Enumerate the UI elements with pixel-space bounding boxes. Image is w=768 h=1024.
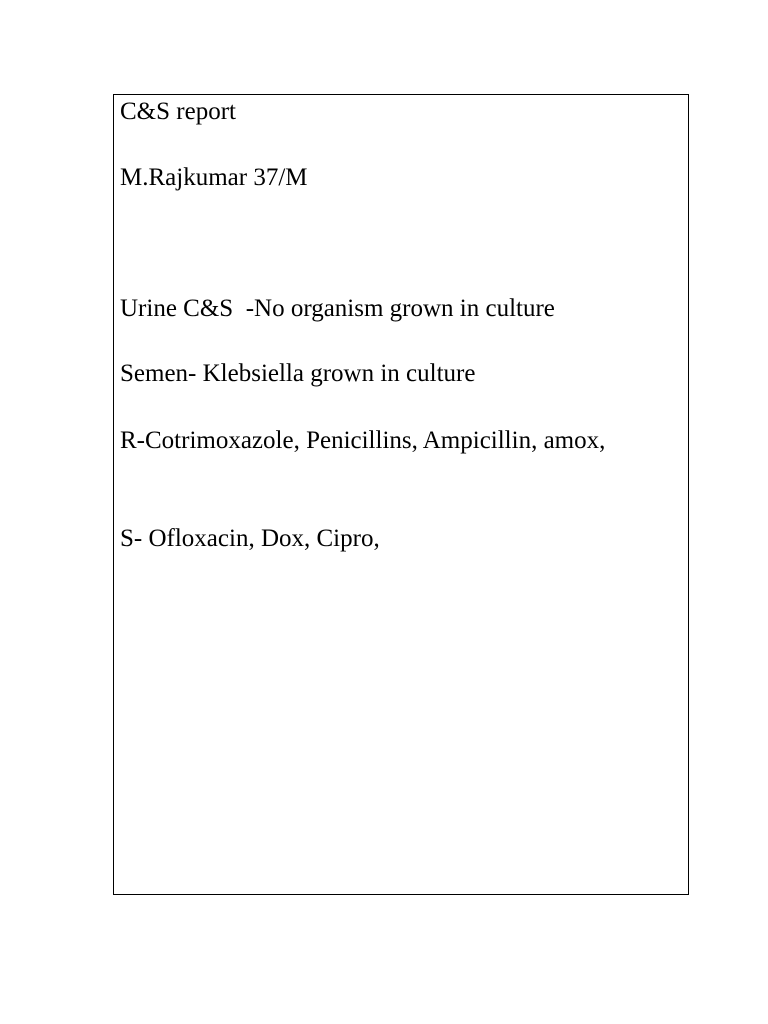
report-title: C&S report [120, 98, 236, 125]
sensitive-antibiotics: S- Ofloxacin, Dox, Cipro, [120, 525, 380, 552]
report-box [113, 94, 689, 895]
urine-culture-result: Urine C&S -No organism grown in culture [120, 295, 555, 322]
resistant-antibiotics: R-Cotrimoxazole, Penicillins, Ampicillin, amox, [120, 427, 606, 454]
semen-culture-result: Semen- Klebsiella grown in culture [120, 360, 476, 387]
patient-info: M.Rajkumar 37/M [120, 164, 308, 191]
